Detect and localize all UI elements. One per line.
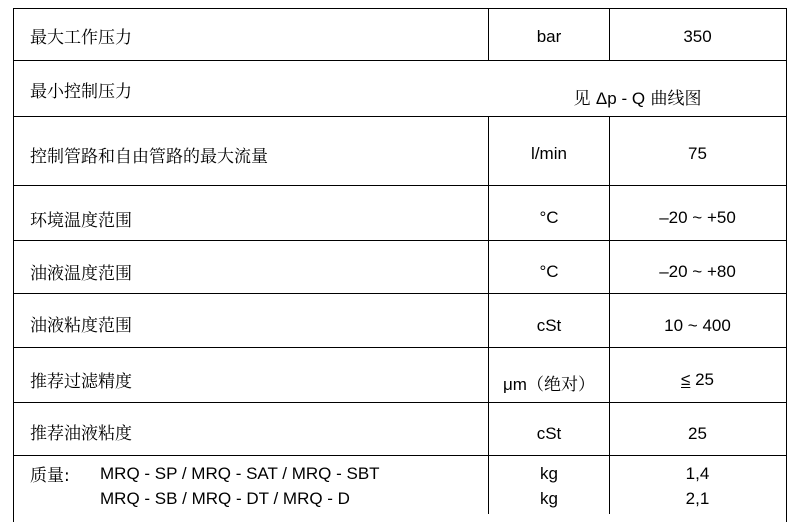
- mass-unit-2: kg: [540, 489, 558, 508]
- row-divider: [13, 402, 787, 403]
- row-span-min-control-pressure: [489, 84, 786, 109]
- row-value-fluid-temp: –20 ~ +80: [659, 262, 736, 281]
- row-label-max-flow: 控制管路和自由管路的最大流量: [30, 147, 268, 167]
- row-value-filtration: [610, 370, 785, 390]
- mass-label: 质量:: [30, 466, 70, 486]
- row-label-ambient-temp: 环境温度范围: [30, 211, 132, 231]
- table-border-top: [13, 8, 787, 9]
- mass-value-1: 1,4: [685, 464, 710, 483]
- row-label-fluid-temp: 油液温度范围: [30, 264, 132, 284]
- table-border-left: [13, 8, 14, 522]
- row-divider: [13, 60, 787, 61]
- row-label-max-working-pressure: 最大工作压力: [30, 28, 132, 48]
- mass-models-1: MRQ - SP / MRQ - SAT / MRQ - SBT: [100, 464, 380, 483]
- row-label-min-control-pressure: 最小控制压力: [30, 82, 132, 102]
- row-value-viscosity-range: 10 ~ 400: [664, 316, 731, 335]
- row-label-viscosity-range: 油液粘度范围: [30, 316, 132, 336]
- value-number: 25: [695, 370, 714, 389]
- row-divider: [13, 240, 787, 241]
- span-prefix: 见: [573, 89, 591, 109]
- row-unit-max-flow: l/min: [531, 144, 567, 163]
- row-divider: [13, 293, 787, 294]
- row-unit-recommended-viscosity: cSt: [536, 424, 562, 443]
- value-le-symbol: ≤: [681, 370, 691, 389]
- row-divider: [13, 455, 787, 456]
- row-divider: [13, 116, 787, 117]
- row-unit-viscosity-range: cSt: [536, 316, 562, 335]
- mass-models-2: MRQ - SB / MRQ - DT / MRQ - D: [100, 489, 350, 508]
- span-suffix: 曲线图: [650, 89, 702, 109]
- row-value-recommended-viscosity: 25: [688, 424, 707, 443]
- row-label-recommended-viscosity: 推荐油液粘度: [30, 424, 132, 444]
- row-unit-filtration: μm（绝对）: [503, 375, 595, 394]
- row-divider: [13, 185, 787, 186]
- row-unit-fluid-temp: °C: [539, 262, 559, 281]
- row-unit-max-working-pressure: bar: [536, 27, 562, 46]
- row-label-filtration: 推荐过滤精度: [30, 372, 132, 392]
- table-border-right: [786, 8, 787, 522]
- span-formula: Δp - Q: [595, 89, 646, 108]
- mass-unit-1: kg: [540, 464, 558, 483]
- row-value-max-flow: 75: [688, 144, 707, 163]
- row-value-max-working-pressure: 350: [683, 27, 712, 46]
- row-unit-ambient-temp: °C: [539, 208, 559, 227]
- mass-value-2: 2,1: [685, 489, 710, 508]
- row-divider: [13, 347, 787, 348]
- row-value-ambient-temp: –20 ~ +50: [659, 208, 736, 227]
